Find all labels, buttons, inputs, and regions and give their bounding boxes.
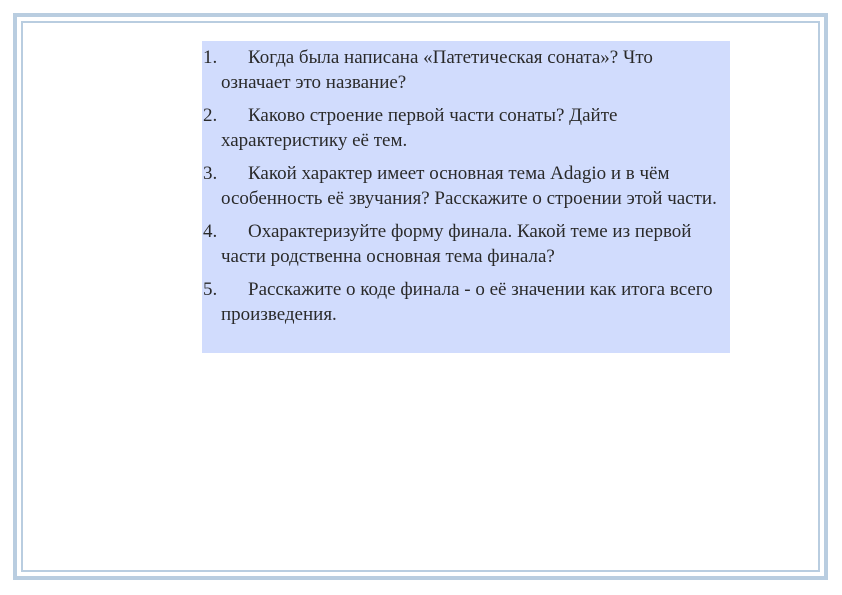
question-item-2 [202,103,722,153]
question-number: 2. [203,105,218,126]
question-item-1 [202,45,722,95]
question-number: 5. [203,279,218,300]
question-list [202,45,722,327]
question-item-3 [202,161,722,211]
question-number: 4. [203,221,218,242]
question-number: 3. [203,163,218,184]
question-text: Охарактеризуйте форму финала. Какой теме из первой части родственна основная тема финала? [221,221,692,267]
question-box [202,41,730,353]
question-text: Какой характер имеет основная тема Adagio и в чём особенность её звучания? Расскажите о строении этой части. [221,163,717,209]
question-text: Когда была написана «Патетическая соната»? Что означает это название? [221,47,653,93]
question-text: Расскажите о коде финала - о её значении как итога всего произведения. [221,279,713,325]
question-number: 1. [203,47,218,68]
question-text: Каково строение первой части сонаты? Дайте характеристику её тем. [221,105,618,151]
question-item-4 [202,219,722,269]
question-item-5 [202,277,722,327]
